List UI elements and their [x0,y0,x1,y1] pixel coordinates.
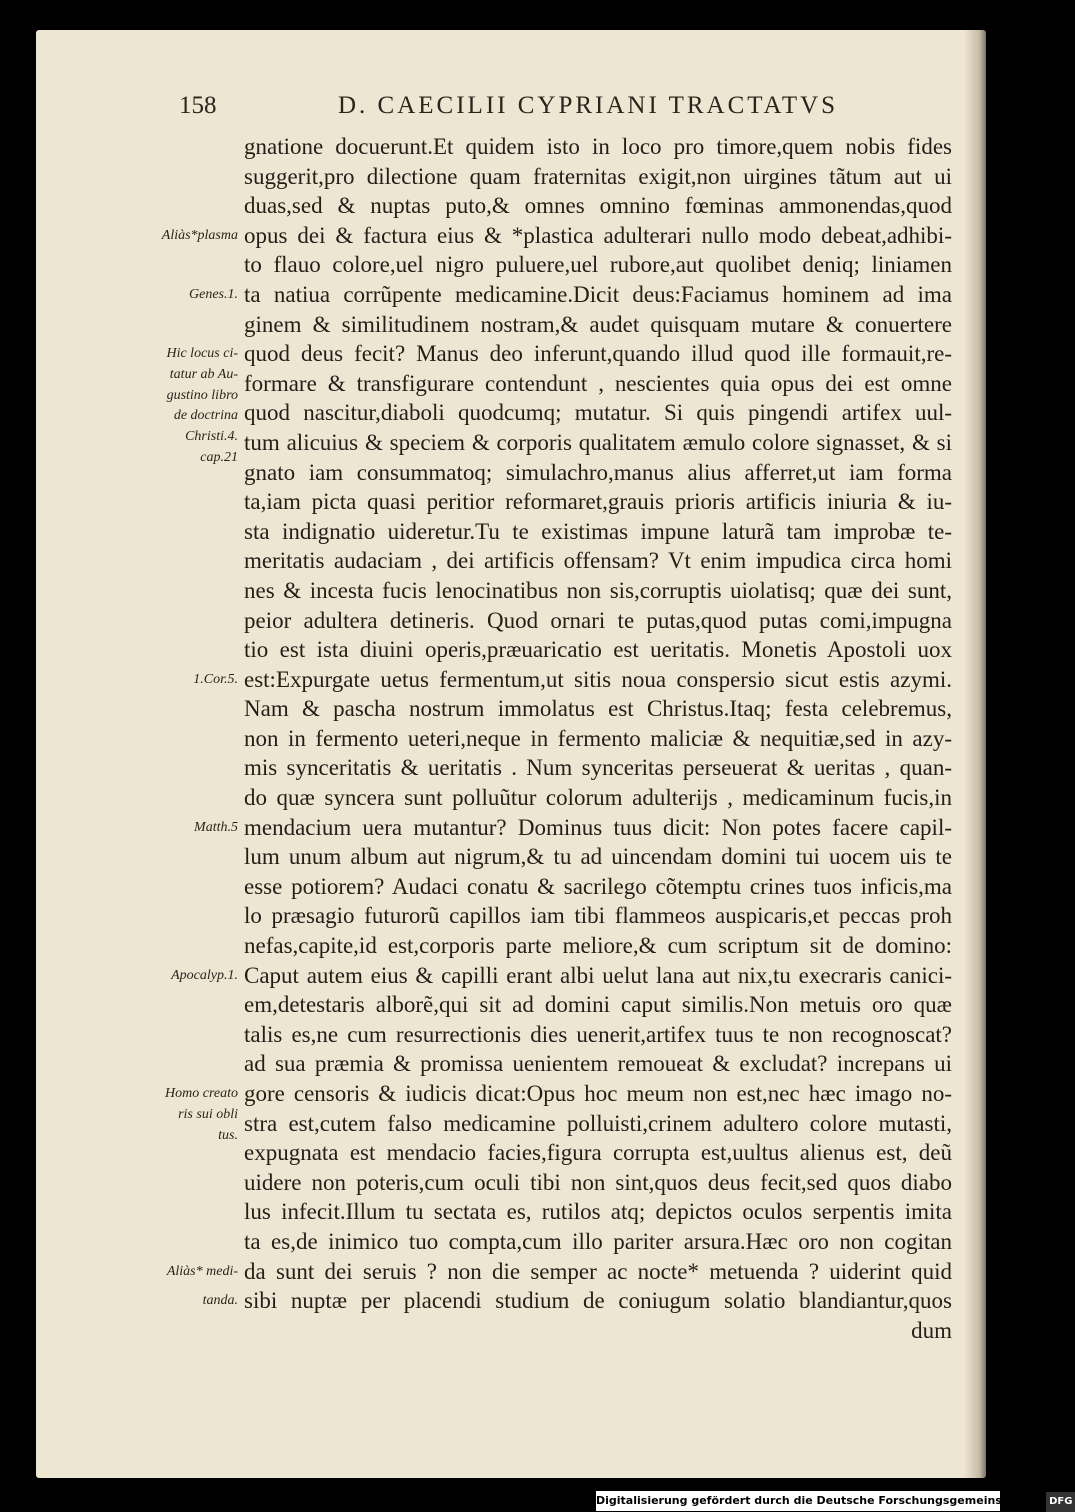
text-line: formare & transfigurare contendunt , nescientes quia opus dei est omne [244,370,952,396]
text-line: sibi nuptæ per placendi studium de coniugum solatio blandiantur,quos [244,1288,952,1314]
text-line: do quæ syncera sunt polluũtur colorum adulterijs , medicaminum fucis,in [244,785,952,811]
text-line: to flauo colore,uel nigro puluere,uel rubore,aut quolibet deniq; liniamen [244,252,952,278]
text-line: Nam & pascha nostrum immolatus est Christus.Itaq; festa celebremus, [244,696,952,722]
margin-note: Aliàs* medi- [166,1263,238,1279]
margin-note: de doctrina [173,408,238,424]
running-head: D. CAECILII CYPRIANI TRACTATVS [338,92,839,119]
credit-text: Digitalisierung gefördert durch die Deutsche Forschungsgemeinschaft - [596,1494,1043,1507]
margin-note: tatur ab Au- [169,366,238,382]
margin-note: Aliàs*plasma [161,227,238,243]
page-number: 158 [179,92,217,119]
margin-note: Homo creato [165,1086,238,1102]
text-line: ginem & similitudinem nostram,& audet quisquam mutare & conuertere [244,311,952,337]
text-line: quod nascitur,diaboli quodcumq; mutatur. Si quis pingendi artifex uul- [244,400,952,426]
text-line: gnatione docuerunt.Et quidem isto in loco pro timore,quem nobis fides [244,134,952,159]
text-line: sta indignatio uideretur.Tu te existimas impune laturã tam improbæ te- [244,518,952,544]
margin-note: Hic locus ci- [166,346,238,362]
text-line: stra est,cutem falso medicamine polluisti,crinem adultero colore mutasti, [244,1110,952,1136]
text-line: lus infecit.Illum tu sectata es, rutilos atq; depictos oculos serpentis imita [244,1199,952,1225]
margin-note: Apocalyp.1. [171,967,238,983]
text-line: tum alicuius & speciem & corporis qualitatem æmulo colore signasset, & si [244,429,952,455]
digitization-credit [596,1491,1073,1511]
text-line: dum [911,1317,952,1343]
text-line: nefas,capite,id est,corporis parte meliore,& cum scriptum sit de domino: [244,933,952,959]
text-line: gore censoris & iudicis dicat:Opus hoc meum non est,nec hæc imago no- [244,1081,952,1106]
text-line: quod deus fecit? Manus deo inferunt,quando illud quod ille formauit,re- [244,341,952,367]
margin-note: gustino libro [166,387,238,403]
text-line: ta es,de inimico tuo compta,cum illo pariter arsura.Hæc oro non cogitan [244,1228,952,1254]
text-line: ta natiua corrũpente medicamine.Dicit deus:Faciamus hominem ad ima [244,281,952,307]
text-line: suggerit,pro dilectione quam fraternitas exigit,non uirgines tãtum aut ui [244,163,952,189]
margin-note: cap.21 [200,449,238,465]
dfg-logo: DFG [1046,1492,1075,1512]
text-line: em,detestaris alborẽ,qui sit ad domini caput similis.Non metuis oro quæ [244,992,952,1018]
body-text [244,132,952,1345]
text-line: lum unum album aut nigrum,& tu ad uincendam domini tui uocem uis te [244,844,952,870]
text-line: est:Expurgate uetus fermentum,ut sitis noua conspersio sicut estis azymi. [244,666,952,692]
text-line: ad sua præmia & promissa uenientem remoueat & excludat? increpans ui [244,1051,952,1077]
book-page [36,30,986,1478]
margin-note: Christi.4. [185,429,238,445]
text-line: lo præsagio futurorũ capillos iam tibi flammeos auspicaris,et peccas proh [244,903,952,929]
margin-note: 1.Cor.5. [193,671,238,687]
text-line: Caput autem eius & capilli erant albi uelut lana aut nix,tu execraris canici- [244,962,952,988]
page-spine-shadow [964,30,986,1478]
text-line: duas,sed & nuptas puto,& omnes omnino fœminas ammonendas,quod [244,193,952,219]
text-line: tio est ista diuini operis,præuaricatio est ueritatis. Monetis Apostoli uox [244,637,952,663]
text-line: da sunt dei seruis ? non die semper ac nocte* metuenda ? uiderint quid [244,1258,952,1284]
margin-note: Matth.5 [194,819,238,835]
text-line: non in fermento ueteri,neque in fermento maliciæ & nequitiæ,sed in azy- [244,725,952,751]
text-line: mis synceritatis & ueritatis . Num synceritas perseuerat & ueritas , quan- [244,755,952,781]
text-line: mendacium uera mutantur? Dominus tuus dicit: Non potes facere capil- [244,814,952,840]
text-line: gnato iam consummatoq; simulachro,manus alius afferret,ut iam forma [244,459,952,485]
text-line: peior adultera detineris. Quod ornari te putas,quod putas comi,impugna [244,607,952,633]
text-line: esse potiorem? Audaci conatu & sacrilego cõtemptu crines tuos inficis,ma [244,873,952,899]
text-line: opus dei & factura eius & *plastica adulterari nullo modo debeat,adhibi- [244,222,952,248]
text-line: expugnata est mendacio facies,figura corrupta est,uultus alienus est, deũ [244,1140,952,1166]
text-line: nes & incesta fucis lenocinatibus non sis,corruptis uiolatisq; quæ dei sunt, [244,577,952,603]
text-line: uidere non poteris,cum oculi tibi non sint,quos deus fecit,sed quos diabo [244,1169,952,1195]
text-line: talis es,ne cum resurrectionis dies uenerit,artifex tuus te non recognoscat? [244,1021,952,1047]
margin-note: tus. [218,1127,238,1143]
text-line: meritatis audaciam , dei artificis offensam? Vt enim impudica circa homi [244,548,952,574]
margin-note: tanda. [202,1293,238,1309]
text-line: ta,iam picta quasi peritior reformaret,grauis prioris artificis iniuria & iu- [244,489,952,515]
margin-note: Genes.1. [189,287,238,302]
margin-note: ris sui obli [178,1106,238,1122]
